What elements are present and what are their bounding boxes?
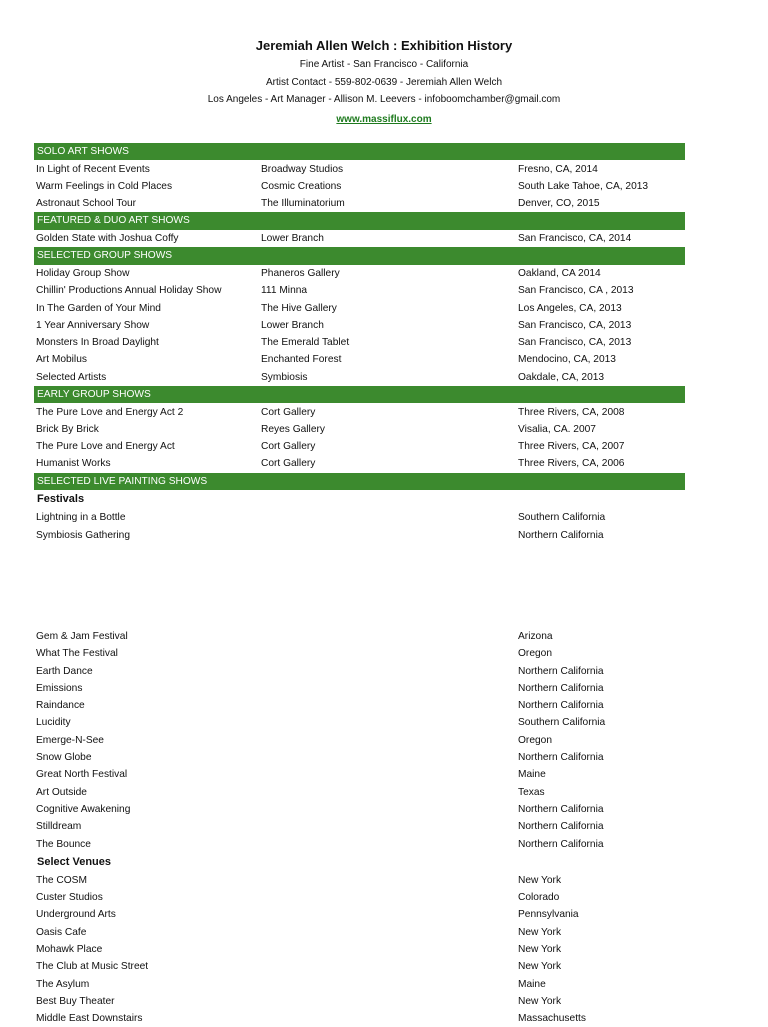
table-row [34, 195, 685, 212]
blank-spacer [34, 544, 685, 628]
show-name: The Pure Love and Energy Act 2 [36, 406, 184, 418]
list-item [34, 872, 685, 889]
list-item [34, 645, 685, 662]
event-region: Texas [518, 786, 545, 798]
event-region: Northern California [518, 682, 604, 694]
event-region: Arizona [518, 630, 553, 642]
event-name: Art Outside [36, 786, 87, 798]
show-venue: Cosmic Creations [261, 180, 342, 192]
event-region: Southern California [518, 512, 606, 524]
show-venue: Enchanted Forest [261, 354, 342, 366]
show-name: Holiday Group Show [36, 267, 130, 279]
venue-name: Best Buy Theater [36, 995, 115, 1007]
table-row [34, 300, 685, 317]
list-item [34, 732, 685, 749]
show-place: Oakland, CA 2014 [518, 267, 601, 279]
show-name: Warm Feelings in Cold Places [36, 180, 173, 192]
list-item [34, 784, 685, 801]
table-row [34, 317, 685, 334]
venue-region: Colorado [518, 892, 560, 904]
show-name: Art Mobilus [36, 354, 87, 366]
table-row [34, 230, 685, 247]
list-item [34, 509, 685, 526]
section-header-live-painting: SELECTED LIVE PAINTING SHOWS [34, 473, 685, 490]
list-item [34, 818, 685, 835]
section-header-selected-group: SELECTED GROUP SHOWS [34, 247, 685, 264]
show-name: Brick By Brick [36, 423, 99, 435]
manager-contact-line: Los Angeles - Art Manager - Allison M. Leevers - infoboomchamber@gmail.com [207, 94, 561, 105]
event-name: Stilldream [36, 821, 82, 833]
artist-contact-line: Artist Contact - 559-802-0639 - Jeremiah Allen Welch [265, 76, 503, 88]
event-name: Emissions [36, 682, 83, 694]
event-name: Great North Festival [36, 769, 128, 781]
show-place: Three Rivers, CA, 2007 [518, 441, 625, 453]
venue-name: The COSM [36, 874, 87, 886]
list-item [34, 993, 685, 1010]
event-name: Raindance [36, 700, 85, 712]
table-row [34, 369, 685, 386]
show-venue: Broadway Studios [261, 163, 344, 175]
show-name: In The Garden of Your Mind [36, 302, 161, 314]
event-name: Lightning in a Bottle [36, 512, 126, 524]
show-name: 1 Year Anniversary Show [36, 319, 150, 331]
list-item [34, 836, 685, 853]
event-region: Northern California [518, 752, 604, 764]
show-name: Golden State with Joshua Coffy [36, 233, 179, 245]
event-region: Northern California [518, 838, 604, 850]
venue-name: The Club at Music Street [36, 961, 149, 973]
show-name: In Light of Recent Events [36, 163, 150, 175]
list-item [34, 924, 685, 941]
venue-region: Pennsylvania [518, 909, 579, 921]
venue-region: New York [518, 943, 562, 955]
event-region: Northern California [518, 821, 604, 833]
show-venue: The Hive Gallery [261, 302, 337, 314]
table-row [34, 438, 685, 455]
event-name: Earth Dance [36, 665, 93, 677]
table-row [34, 265, 685, 282]
artist-location-line: Fine Artist - San Francisco - California [299, 59, 469, 70]
list-item [34, 1010, 685, 1027]
list-item [34, 628, 685, 645]
venue-region: New York [518, 926, 562, 938]
list-item [34, 941, 685, 958]
event-region: Northern California [518, 529, 604, 541]
show-place: Three Rivers, CA, 2008 [518, 406, 625, 418]
event-region: Maine [518, 769, 546, 781]
venue-region: Massachusetts [518, 1013, 586, 1025]
list-item [34, 527, 685, 544]
table-row [34, 178, 685, 195]
event-name: Symbiosis Gathering [36, 529, 130, 541]
show-venue: Cort Gallery [261, 458, 316, 470]
show-place: South Lake Tahoe, CA, 2013 [518, 180, 649, 192]
show-venue: 111 Minna [261, 285, 308, 297]
show-place: San Francisco, CA , 2013 [518, 285, 634, 297]
event-region: Northern California [518, 803, 604, 815]
show-place: Los Angeles, CA, 2013 [518, 302, 622, 314]
festivals-subheading: Festivals [37, 493, 85, 506]
list-item [34, 766, 685, 783]
venue-name: Middle East Downstairs [36, 1013, 143, 1025]
table-row [34, 161, 685, 178]
table-row [34, 421, 685, 438]
show-venue: Lower Branch [261, 233, 324, 245]
show-place: San Francisco, CA, 2013 [518, 337, 632, 349]
list-item [34, 680, 685, 697]
exhibition-table [34, 143, 685, 1027]
show-place: San Francisco, CA, 2013 [518, 319, 632, 331]
show-venue: The Emerald Tablet [261, 337, 350, 349]
event-region: Oregon [518, 648, 552, 660]
show-venue: Cort Gallery [261, 441, 316, 453]
list-item [34, 889, 685, 906]
list-item [34, 697, 685, 714]
event-name: Lucidity [36, 717, 71, 729]
venue-region: Maine [518, 978, 546, 990]
document-header [0, 36, 768, 127]
show-venue: Symbiosis [261, 371, 308, 383]
event-region: Southern California [518, 717, 606, 729]
section-header-early-group: EARLY GROUP SHOWS [34, 386, 685, 403]
venues-subheading: Select Venues [37, 855, 111, 868]
list-item [34, 958, 685, 975]
list-item [34, 663, 685, 680]
show-venue: Phaneros Gallery [261, 267, 340, 279]
show-name: Monsters In Broad Daylight [36, 337, 159, 349]
show-place: Visalia, CA. 2007 [518, 423, 596, 435]
venue-region: New York [518, 961, 562, 973]
show-name: Selected Artists [36, 371, 107, 383]
show-place: Fresno, CA, 2014 [518, 163, 598, 175]
show-name: Astronaut School Tour [36, 198, 137, 210]
show-venue: Reyes Gallery [261, 423, 325, 435]
list-item [34, 801, 685, 818]
venue-name: Custer Studios [36, 892, 103, 904]
event-name: Emerge-N-See [36, 734, 104, 746]
list-item [34, 714, 685, 731]
venue-name: Underground Arts [36, 909, 116, 921]
show-venue: Cort Gallery [261, 406, 316, 418]
venue-name: The Asylum [36, 978, 90, 990]
event-region: Northern California [518, 665, 604, 677]
show-name: The Pure Love and Energy Act [36, 441, 175, 453]
show-name: Humanist Works [36, 458, 111, 470]
event-region: Northern California [518, 700, 604, 712]
venue-name: Oasis Cafe [36, 926, 87, 938]
show-place: Oakdale, CA, 2013 [518, 371, 605, 383]
table-row [34, 334, 685, 351]
show-venue: Lower Branch [261, 319, 324, 331]
show-place: Mendocino, CA, 2013 [518, 354, 616, 366]
website-link[interactable]: www.massiflux.com [336, 113, 432, 125]
show-place: Denver, CO, 2015 [518, 198, 600, 210]
event-name: The Bounce [36, 838, 91, 850]
event-region: Oregon [518, 734, 552, 746]
show-venue: The Illuminatorium [261, 198, 345, 210]
page-title: Jeremiah Allen Welch : Exhibition History [255, 38, 513, 53]
venue-region: New York [518, 995, 562, 1007]
list-item [34, 976, 685, 993]
list-item [34, 749, 685, 766]
venue-name: Mohawk Place [36, 943, 103, 955]
show-place: Three Rivers, CA, 2006 [518, 458, 625, 470]
show-place: San Francisco, CA, 2014 [518, 233, 632, 245]
table-row [34, 351, 685, 368]
venue-region: New York [518, 874, 562, 886]
table-row [34, 404, 685, 421]
table-row [34, 282, 685, 299]
list-item [34, 906, 685, 923]
section-header-solo: SOLO ART SHOWS [34, 143, 685, 160]
section-header-featured: FEATURED & DUO ART SHOWS [34, 212, 685, 229]
table-row [34, 455, 685, 472]
show-name: Chillin' Productions Annual Holiday Show [36, 285, 222, 297]
event-name: What The Festival [36, 648, 118, 660]
event-name: Snow Globe [36, 752, 92, 764]
event-name: Gem & Jam Festival [36, 630, 128, 642]
event-name: Cognitive Awakening [36, 803, 131, 815]
